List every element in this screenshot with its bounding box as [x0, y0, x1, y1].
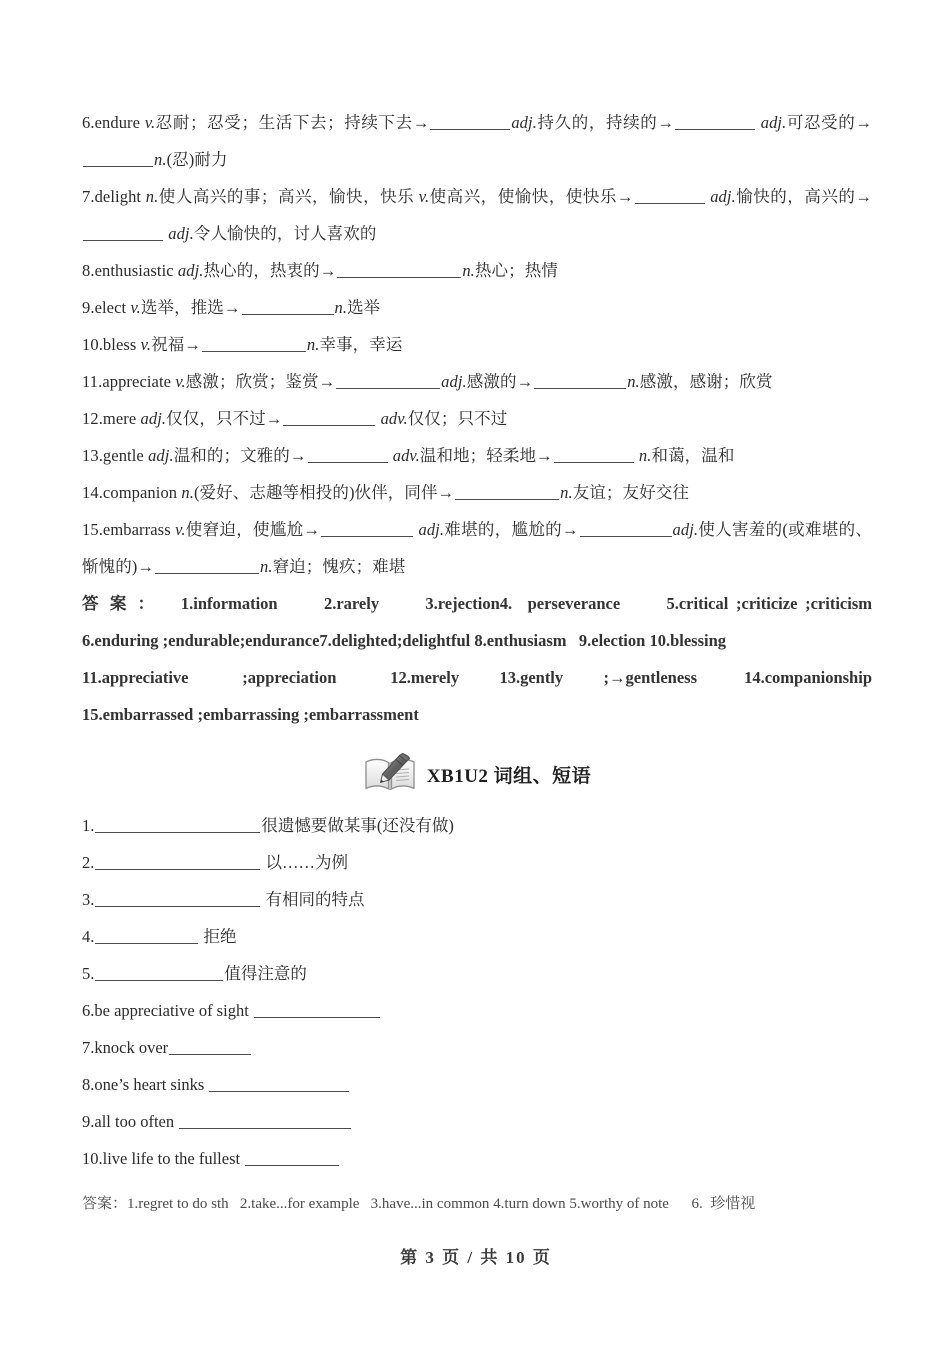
vocab-entry-11-seg-2: 感激；欣赏；鉴赏→	[185, 372, 336, 391]
answer-key-line-3: 11.appreciative ;appreciation 12.merely 13.gently ;→gentleness 14.companionship	[82, 668, 872, 687]
vocab-entry-6-seg-5: (忍)耐力	[166, 150, 228, 169]
phrase-item-3-lead: 3.	[82, 890, 95, 909]
phrase-item-2	[82, 844, 872, 881]
vocab-entry-7-seg-5: 令人愉快的，讨人喜欢的	[193, 224, 377, 243]
vocab-entry-10-seg-3: 幸事，幸运	[319, 335, 403, 354]
phrase-blank[interactable]	[254, 1001, 380, 1018]
answer-blank[interactable]	[554, 446, 634, 463]
vocab-entry-8-text: 8.enthusiastic	[82, 261, 178, 280]
vocab-entry-8-seg-2: 热心的，热衷的→	[203, 261, 337, 280]
answer-blank[interactable]	[430, 113, 510, 130]
vocab-entry-6-text: 6.endure	[82, 113, 145, 132]
vocab-entry-7-pos-1: n.	[145, 187, 159, 206]
answer-blank[interactable]	[283, 409, 375, 426]
vocab-entry-6-pos-3: adj.	[760, 113, 787, 132]
vocab-entry-11-pos-3: n.	[627, 372, 640, 391]
answer-blank[interactable]	[580, 520, 672, 537]
vocab-entry-7	[82, 178, 872, 252]
phrase-section-heading	[82, 751, 872, 797]
phrase-blank[interactable]	[95, 853, 260, 870]
vocab-entry-15-seg-2: 使窘迫，使尴尬→	[185, 520, 321, 539]
vocab-entry-15-pos-4: n.	[260, 557, 273, 576]
answer-blank[interactable]	[337, 261, 461, 278]
phrase-item-9	[82, 1103, 872, 1140]
vocab-entry-13-text: 13.gentle	[82, 446, 149, 465]
vocab-entry-12-seg-2: 仅仅，只不过→	[166, 409, 283, 428]
vocab-entry-9-pos-1: v.	[130, 298, 141, 317]
vocab-entry-13-pos-1: adj.	[148, 446, 174, 465]
vocab-entry-14-pos-1: n.	[181, 483, 194, 502]
vocab-entry-12-pos-2: adv.	[380, 409, 408, 428]
vocab-entry-11-seg-3: 感激的→	[466, 372, 534, 391]
vocab-entry-7-seg-4: 愉快的，高兴的→	[735, 187, 872, 206]
vocab-entry-10-text: 10.bless	[82, 335, 141, 354]
vocab-entry-11-pos-1: v.	[175, 372, 186, 391]
phrase-item-5	[82, 955, 872, 992]
answer-blank[interactable]	[675, 113, 755, 130]
phrase-item-3-tail: 有相同的特点	[261, 890, 365, 909]
vocab-entry-9-seg-3: 选举	[347, 298, 381, 317]
vocab-entry-7-text: 7.delight	[82, 187, 146, 206]
vocab-entry-6-seg-4: 可忍受的→	[786, 113, 872, 132]
vocab-entry-14	[82, 474, 872, 511]
vocab-entry-10-pos-2: n.	[306, 335, 320, 354]
vocab-entry-7-pos-2: v.	[418, 187, 430, 206]
phrase-item-8	[82, 1066, 872, 1103]
vocab-entry-15-pos-1: v.	[175, 520, 186, 539]
vocab-entry-9	[82, 289, 872, 326]
vocab-entry-15	[82, 511, 872, 585]
vocab-entry-10	[82, 326, 872, 363]
vocab-entry-15-seg-4: 使人害羞的(或难堪的、惭愧的)→	[82, 520, 873, 576]
phrase-blank[interactable]	[169, 1038, 251, 1055]
answer-blank[interactable]	[455, 483, 559, 500]
answer-blank[interactable]	[635, 187, 705, 204]
vocab-entry-8	[82, 252, 872, 289]
vocab-entry-13-seg-3: 温和地；轻柔地→	[419, 446, 553, 465]
page-content	[82, 104, 872, 1219]
phrase-blank[interactable]	[95, 890, 260, 907]
answer-blank[interactable]	[242, 298, 334, 315]
answer-blank[interactable]	[83, 224, 163, 241]
phrase-blank[interactable]	[245, 1149, 339, 1166]
phrase-item-1-lead: 1.	[82, 816, 95, 835]
phrase-item-1	[82, 807, 872, 844]
book-pencil-icon	[363, 753, 417, 795]
vocab-entry-14-text: 14.companion	[82, 483, 182, 502]
answer-blank[interactable]	[155, 557, 259, 574]
vocab-entry-14-seg-3: 友谊；友好交往	[572, 483, 689, 502]
vocab-entry-7-seg-2: 使人高兴的事；高兴，愉快，快乐	[158, 187, 419, 206]
vocab-entry-6-pos-1: v.	[144, 113, 156, 132]
phrase-answer-key: 答案：1.regret to do sth 2.take...for example 3.have...in common 4.turn down 5.worthy of note 6. 珍惜视	[82, 1196, 756, 1212]
vocab-entry-6-pos-4: n.	[154, 150, 167, 169]
vocab-entry-6-seg-2: 忍耐；忍受；生活下去；持续下去→	[155, 113, 430, 132]
vocab-entry-15-seg-5: 窘迫；愧疚；难堪	[272, 557, 406, 576]
vocab-entry-9-seg-2: 选举，推选→	[140, 298, 241, 317]
vocabulary-answer-key	[82, 585, 872, 733]
answer-key-line-2: 6.enduring ;endurable;endurance7.delighted;delightful 8.enthusiasm 9.election 10.blessing	[82, 631, 727, 650]
vocab-entry-12-pos-1: adj.	[140, 409, 167, 428]
phrase-item-7	[82, 1029, 872, 1066]
vocab-entry-14-seg-2: (爱好、志趣等相投的)伙伴，同伴→	[193, 483, 455, 502]
vocab-entry-9-pos-2: n.	[334, 298, 348, 317]
answer-blank[interactable]	[534, 372, 626, 389]
phrase-item-2-tail: 以……为例	[261, 853, 348, 872]
phrase-item-6-lead: 6.be appreciative of sight	[82, 1001, 253, 1020]
page-footer: 第 3 页 / 共 10 页	[400, 1248, 552, 1267]
vocab-entry-9-text: 9.elect	[82, 298, 131, 317]
phrase-blank[interactable]	[95, 964, 223, 981]
vocab-entry-13-pos-2: adv.	[392, 446, 420, 465]
vocab-entry-11	[82, 363, 872, 400]
phrase-item-10	[82, 1140, 872, 1177]
vocab-entry-6-pos-2: adj.	[511, 113, 537, 132]
vocab-entry-8-seg-3: 热心；热情	[474, 261, 558, 280]
phrase-item-4-tail: 拒绝	[199, 927, 237, 946]
phrase-item-10-lead: 10.live life to the fullest	[82, 1149, 245, 1168]
phrase-item-8-lead: 8.one’s heart sinks	[82, 1075, 209, 1094]
answer-key-line-4: 15.embarrassed ;embarrassing ;embarrassment	[82, 705, 419, 724]
vocab-entry-15-text: 15.embarrass	[82, 520, 176, 539]
phrase-section-title: XB1U2 词组、短语	[426, 765, 592, 787]
phrase-item-5-tail: 值得注意的	[224, 964, 307, 983]
vocab-entry-10-seg-2: 祝福→	[151, 335, 201, 354]
phrase-item-9-lead: 9.all too often	[82, 1112, 179, 1131]
vocab-entry-12-text: 12.mere	[82, 409, 141, 428]
vocab-entry-6-seg-3: 持久的，持续的→	[536, 113, 674, 132]
vocab-entry-12-seg-3: 仅仅；只不过	[407, 409, 508, 428]
phrase-blank[interactable]	[95, 927, 198, 944]
vocab-entry-8-pos-1: adj.	[177, 261, 204, 280]
vocab-entry-6	[82, 104, 872, 178]
vocab-entry-8-pos-2: n.	[462, 261, 475, 280]
phrase-item-3	[82, 881, 872, 918]
vocab-entry-13	[82, 437, 872, 474]
vocab-entry-14-pos-2: n.	[560, 483, 573, 502]
phrase-item-6	[82, 992, 872, 1029]
vocab-entry-11-pos-2: adj.	[441, 372, 467, 391]
phrase-blank[interactable]	[209, 1075, 349, 1092]
vocab-entry-10-pos-1: v.	[140, 335, 152, 354]
vocab-entry-15-seg-3: 难堪的，尴尬的→	[444, 520, 579, 539]
phrase-item-4	[82, 918, 872, 955]
phrase-item-1-tail: 很遗憾要做某事(还没有做)	[261, 816, 454, 835]
vocab-entry-12	[82, 400, 872, 437]
answer-blank[interactable]	[336, 372, 440, 389]
vocab-entry-15-pos-2: adj.	[418, 520, 445, 539]
phrase-blank[interactable]	[95, 816, 260, 833]
vocab-entry-13-seg-2: 温和的；文雅的→	[173, 446, 307, 465]
answer-blank[interactable]	[83, 150, 153, 167]
phrase-item-4-lead: 4.	[82, 927, 95, 946]
vocab-entry-7-pos-3: adj.	[710, 187, 736, 206]
vocab-entry-7-seg-3: 使高兴，使愉快，使快乐→	[429, 187, 634, 206]
vocab-entry-13-seg-4: 和蔼，温和	[651, 446, 735, 465]
phrase-item-2-lead: 2.	[82, 853, 95, 872]
phrase-blank[interactable]	[179, 1112, 351, 1129]
vocab-entry-11-text: 11.appreciate	[82, 372, 176, 391]
vocab-entry-11-seg-4: 感激，感谢；欣赏	[639, 372, 773, 391]
vocab-entry-13-pos-3: n.	[638, 446, 652, 465]
answer-key-line-1: 答 案 ： 1.information 2.rarely 3.rejection4. perseverance 5.critical ;criticize ;criticism	[82, 594, 872, 613]
answer-blank[interactable]	[308, 446, 388, 463]
vocab-entry-15-pos-3: adj.	[672, 520, 699, 539]
vocab-entry-7-pos-4: adj.	[168, 224, 194, 243]
phrase-item-7-lead: 7.knock over	[82, 1038, 169, 1057]
answer-blank[interactable]	[202, 335, 306, 352]
answer-blank[interactable]	[321, 520, 413, 537]
phrase-item-5-lead: 5.	[82, 964, 95, 983]
